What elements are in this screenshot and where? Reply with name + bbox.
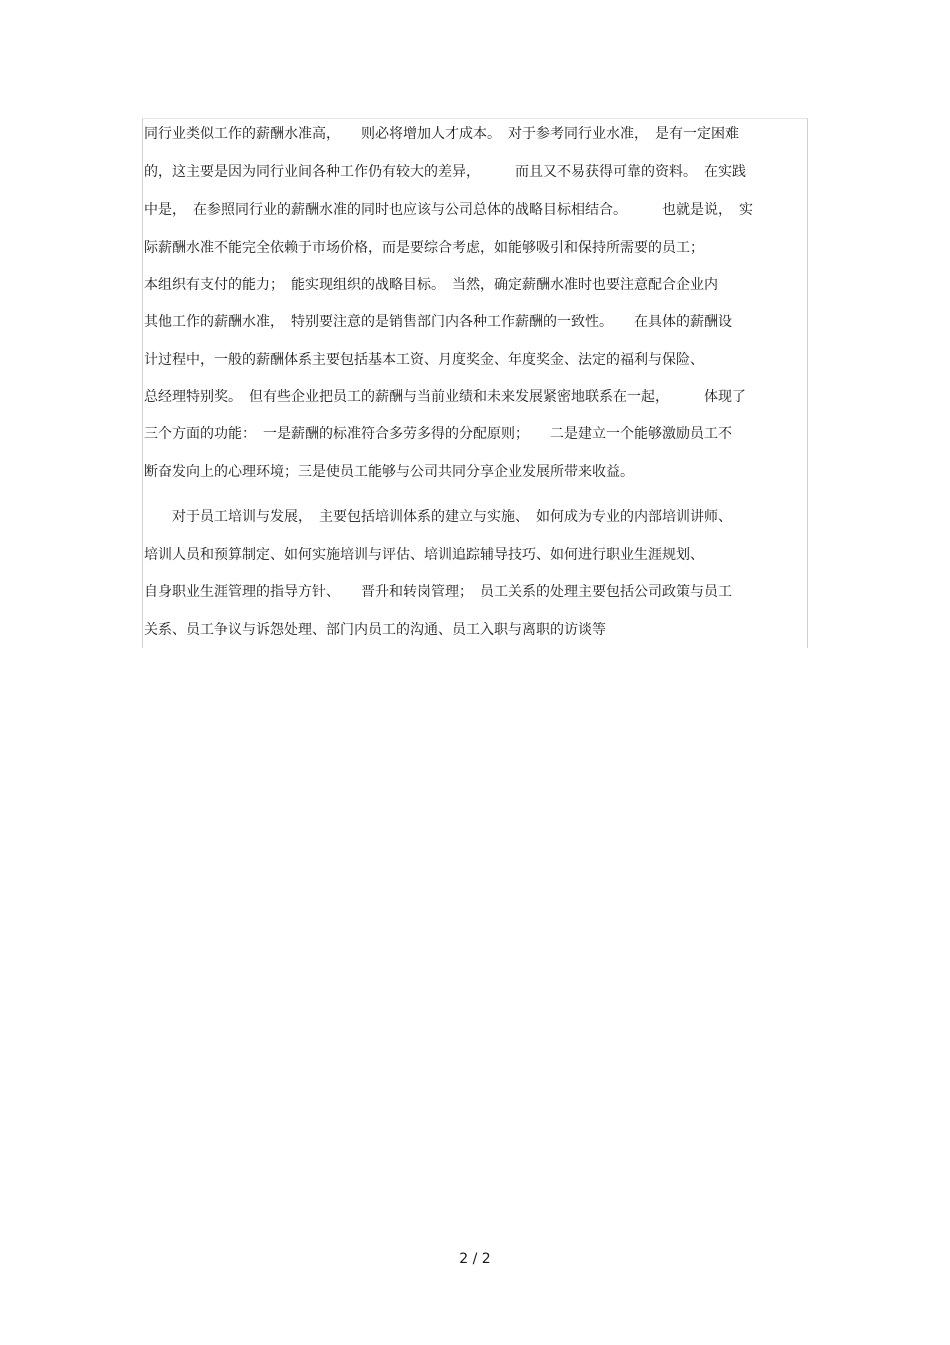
text-line: 自身职业生涯管理的指导方针、 晋升和转岗管理； 员工关系的处理主要包括公司政策与员工: [144, 584, 732, 600]
text-line: 本组织有支付的能力； 能实现组织的战略目标。 当然，确定薪酬水准时也要注意配合企业内: [144, 277, 718, 293]
text-line: 计过程中，一般的薪酬体系主要包括基本工资、月度奖金、年度奖金、法定的福利与保险、: [144, 352, 704, 368]
text-line: 的，这主要是因为同行业间各种工作仍有较大的差异， 而且又不易获得可靠的资料。 在实践: [144, 164, 746, 180]
text-line: 断奋发向上的心理环境；三是使员工能够与公司共同分享企业发展所带来收益。: [144, 464, 634, 480]
text-line: 其他工作的薪酬水准， 特别要注意的是销售部门内各种工作薪酬的一致性。 在具体的薪酬设: [144, 314, 732, 330]
text-line: 三个方面的功能： 一是薪酬的标准符合多劳多得的分配原则； 二是建立一个能够激励员工不: [144, 426, 732, 442]
text-line: 对于员工培训与发展， 主要包括培训体系的建立与实施、 如何成为专业的内部培训讲师、: [144, 509, 732, 525]
text-line: 际薪酬水准不能完全依赖于市场价格，而是要综合考虑，如能够吸引和保持所需要的员工；: [144, 240, 704, 256]
text-line: 培训人员和预算制定、如何实施培训与评估、培训追踪辅导技巧、如何进行职业生涯规划、: [144, 547, 704, 563]
text-line: 同行业类似工作的薪酬水准高， 则必将增加人才成本。 对于参考同行业水准， 是有一定困难: [144, 126, 739, 142]
text-line: 中是， 在参照同行业的薪酬水准的同时也应该与公司总体的战略目标相结合。 也就是说， 实: [144, 202, 753, 218]
text-line: 关系、员工争议与诉怨处理、部门内员工的沟通、员工入职与离职的访谈等: [144, 622, 606, 638]
text-line: 总经理特别奖。 但有些企业把员工的薪酬与当前业绩和未来发展紧密地联系在一起， 体现了: [144, 389, 746, 405]
text-frame: [142, 118, 808, 648]
page-number: 2 / 2: [459, 1251, 491, 1267]
